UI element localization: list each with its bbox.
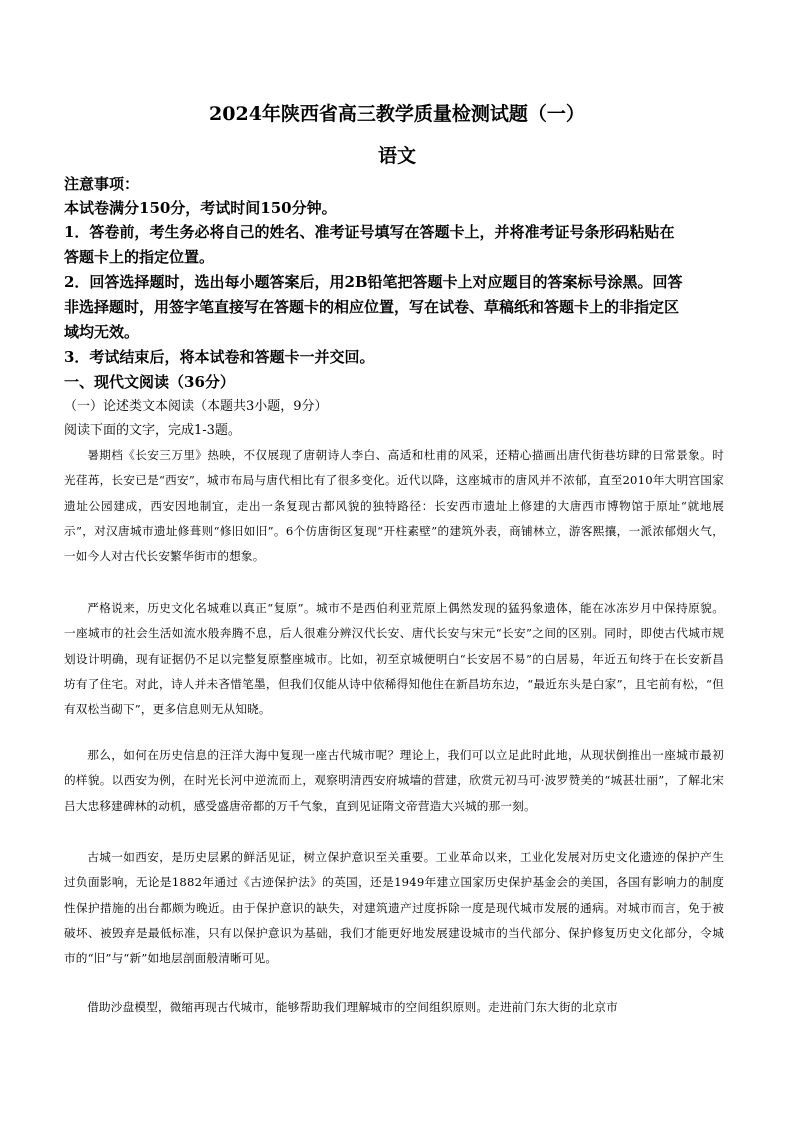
notes-heading: 注意事项： [64, 175, 140, 193]
passage-paragraph-3: 那么，如何在历史信息的汪洋大海中复现一座古代城市呢？理论上，我们可以立足此时此地，从现状倒推出一座城市最初的样貌。以西安为例，在时光长河中逆流而上，观察明清西安府城墙的营建，欣赏元初马可·波罗赞美的“城甚壮丽”，了解北宋吕大忠移建碑林的动机，感受盛唐帝都的万千气象，直到见证隋文帝营造大兴城的那一刻。 [64, 748, 724, 813]
passage-paragraph-4: 古城一如西安，是历史层累的鲜活见证，树立保护意识至关重要。工业革命以来，工业化发展对历史文化遗迹的保护产生过负面影响，无论是1882年通过《古迹保护法》的英国，还是1949年建立国家历史保护基金会的美国，各国有影响力的制度性保护措施的出台都颇为晚近。由于保护意识的缺失，对建筑遗产过度拆除一度是现代城市发展的通病。对城市而言，免于被破坏、被毁弃是最低标准，只有以保护意识为基础，我们才能更好地发展建设城市的当代部分、保护修复历史文化部分，令城市的“旧”与“新”如地层剖面般清晰可见。 [64, 850, 724, 966]
passage-paragraph-5: 借助沙盘模型，微缩再现古代城市，能够帮助我们理解城市的空间组织原则。走进前门东大街的北京市 [87, 1000, 618, 1014]
notes-item-2-line-3: 域均无效。 [64, 323, 140, 341]
notes-item-2-line-1: 2．回答选择题时，选出每小题答案后，用2B铅笔把答题卡上对应题目的答案标号涂黑。回答 [64, 273, 683, 291]
notes-item-1-line-2: 答题卡上的指定位置。 [64, 248, 215, 266]
passage-paragraph-1: 暑期档《长安三万里》热映，不仅展现了唐朝诗人李白、高适和杜甫的风采，还精心描画出唐代街巷坊肆的日常景象。时光荏苒，长安已是“西安”，城市布局与唐代相比有了很多变化。近代以降，这座城市的唐风并不浓郁，直至2010年大明宫国家遗址公园建成，西安因地制宜，走出一条复现古都风貌的独特路径：长安西市遗址上修建的大唐西市博物馆于原址“就地展示”，对汉唐城市遗址修葺则“修旧如旧”。6个仿唐街区复现“开柱素壁”的建筑外表，商铺林立，游客熙攘，一派浓郁烟火气，一如今人对古代长安繁华街市的想象。 [64, 448, 724, 564]
section-subheading: （一）论述类文本阅读（本题共3小题，9分） [64, 399, 328, 414]
passage-paragraph-2: 严格说来，历史文化名城难以真正“复原”。城市不是西伯利亚荒原上偶然发现的猛犸象遗体，能在冰冻岁月中保持原貌。一座城市的社会生活如流水般奔腾不息，后人很难分辨汉代长安、唐代长安与宋元“长安”之间的区别。同时，即使古代城市规划设计明确，现有证据仍不足以完整复原整座城市。比如，初至京城便明白“长安居不易”的白居易，年近五旬终于在长安新昌坊有了住宅。对此，诗人并未吝惜笔墨，但我们仅能从诗中依稀得知他住在新昌坊东边，“最近东头是白家”，且宅前有松，“但有双松当砌下”，更多信息则无从知晓。 [64, 601, 724, 717]
notes-item-3: 3．考试结束后，将本试卷和答题卡一并交回。 [64, 348, 375, 366]
notes-item-1-line-1: 1．答卷前，考生务必将自己的姓名、准考证号填写在答题卡上，并将准考证号条形码粘贴在 [64, 223, 675, 241]
notes-score-time: 本试卷满分150分，考试时间150分钟。 [64, 199, 337, 217]
section-heading: 一、现代文阅读（36分） [64, 373, 235, 391]
reading-instruction: 阅读下面的文字，完成1-3题。 [64, 423, 241, 438]
notes-item-2-line-2: 非选择题时，用签字笔直接写在答题卡的相应位置，写在试卷、草稿纸和答题卡上的非指定区 [64, 298, 680, 316]
subject-title: 语文 [377, 145, 416, 167]
exam-title: 2024年陕西省高三教学质量检测试题（一） [209, 103, 585, 125]
